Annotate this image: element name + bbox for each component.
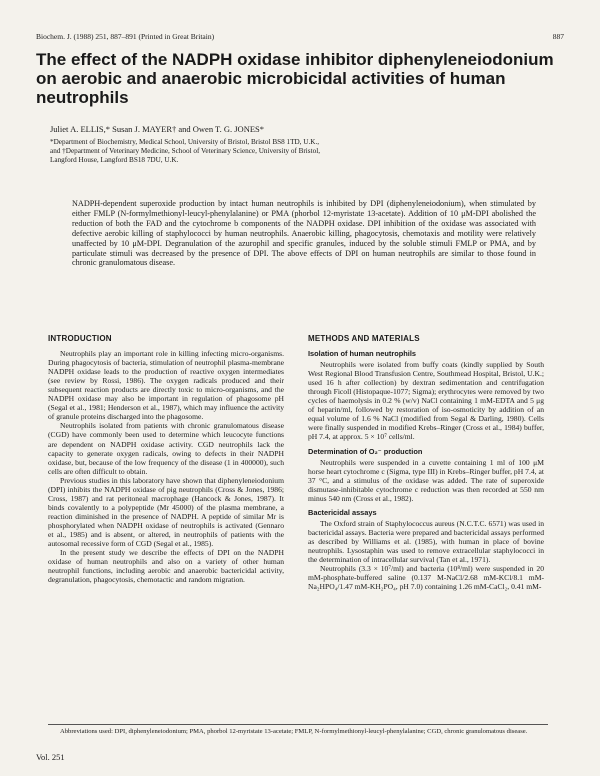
- article-title: The effect of the NADPH oxidase inhibitor diphenyleneiodonium on aerobic and anaerobic microbicidal activities of human neutrophils: [36, 50, 554, 107]
- subheading-isolation: Isolation of human neutrophils: [308, 349, 416, 359]
- methods-paragraph: Neutrophils were isolated from buffy coats (kindly supplied by South West Regional Blood Transfusion Centre, Southmead Hospital, Bristol, U.K.; used 16 h after collection) by dextran sedimentation and centrifugation through Ficoll (Histopaque-1077; Sigma); erythrocytes were removed by two cycles of haemolysis in 0.2 % (w/v) NaCl containing 1 mM-EDTA and 5 μg of heparin/ml, followed by restoration of iso-osmoticity by addition of an equal volume of 1.6 % NaCl (modified from Segal & Darling, 1980). Cells were finally suspended in modified Krebs–Ringer (Cross et al., 1984) buffer, pH 7.4, at approx. 5 × 10⁷ cells/ml.: [308, 360, 544, 442]
- affiliation-line: *Department of Biochemistry, Medical School, University of Bristol, Bristol BS8 1TD, U.K.,: [50, 138, 320, 146]
- subheading-bactericidal: Bactericidal assays: [308, 507, 377, 517]
- right-column: [308, 334, 544, 591]
- subheading-superoxide: Determination of O₂⁻ production: [308, 446, 423, 456]
- author-list: Juliet A. ELLIS,* Susan J. MAYER† and Owen T. G. JONES*: [50, 124, 264, 134]
- section-heading-methods: METHODS AND MATERIALS: [308, 334, 420, 343]
- footnote-divider: [48, 724, 548, 725]
- intro-paragraph: Neutrophils play an important role in killing infecting micro-organisms. During phagocytosis of bacteria, stimulation of neutrophil plasma-membrane NADPH oxidase leads to the production of reactive oxygen intermediates (see review by Rossi, 1986). The oxygen radicals produced and their subsequent reaction products are directly toxic to micro-organisms, and the NADPH oxidase may also be important in regulation of phagosome pH (Segal et al., 1981; Henderson et al., 1987), which may influence the activity of granule proteins discharged into the phagosome.: [48, 349, 284, 422]
- running-header: [36, 32, 564, 41]
- intro-paragraph: In the present study we describe the effects of DPI on the NADPH oxidase of human neutrophils and also on a variety of other human neutrophil functions, including aerobic and anaerobic bactericidal activity, degranulation, phagocytosis, chemotactic and random migration.: [48, 548, 284, 585]
- intro-paragraph: Neutrophils isolated from patients with chronic granulomatous disease (CGD) have commonly been used to determine which leucocyte functions are dependent on NADPH oxidase activity. CGD neutrophils lack the capacity to generate oxygen radicals, owing to defects in their NADPH oxidase, but, because of the low frequency of the disease (1 in 400000), such cells are often difficult to obtain.: [48, 421, 284, 476]
- abbreviations-footnote: Abbreviations used: DPI, diphenyleneiodonium; PMA, phorbol 12-myristate 13-acetate; FMLP, N-formylmethionyl-leucyl-phenylalanine; CGD, chronic granulomatous disease.: [60, 728, 528, 735]
- abstract: NADPH-dependent superoxide production by intact human neutrophils is inhibited by DPI (diphenyleneiodonium), when stimulated by either FMLP (N-formylmethionyl-leucyl-phenylalanine) or PMA (phorbol 12-myristate 13-acetate). Addition of 10 μM-DPI abolished the reduction of both the FAD and the cytochrome b components of the NADPH oxidase. DPI inhibition of the oxidase was associated with defective aerobic killing of staphylococci by human neutrophils. Anaerobic killing, phagocytosis, chemotaxis and motility were relatively unaffected by 10 μM-DPI. Degranulation of the azurophil and specific granules, induced by the soluble stimuli FMLP or PMA, and by particulate stimuli was decreased by the presence of DPI. The above effects of DPI on human neutrophils are similar to those found in chronic granulomatous disease.: [72, 199, 536, 268]
- affiliation-line: and †Department of Veterinary Medicine, School of Veterinary Science, University of Bristol,: [50, 147, 320, 155]
- journal-citation: Biochem. J. (1988) 251, 887–891 (Printed in Great Britain): [36, 32, 215, 41]
- affiliations: [50, 138, 550, 165]
- volume-number: Vol. 251: [36, 752, 65, 762]
- intro-paragraph: Previous studies in this laboratory have shown that diphenyleneiodonium (DPI) inhibits the NADPH oxidase of pig neutrophils (Cross & Jones, 1986; Cross, 1987) and rat peritoneal macrophage (Hancock & Jones, 1987). It binds covalently to a polypeptide (Mr 45000) of the plasma membrane, a reaction diminished in the presence of NADPH. A peptide of similar Mr is phosphorylated when NADPH oxidase of neutrophils is activated (Gennaro et al., 1985) and is absent, or altered, in neutrophils of patients with the autosomal recessive form of CGD (Segal et al., 1985).: [48, 475, 284, 549]
- methods-paragraph: Neutrophils were suspended in a cuvette containing 1 ml of 100 μM horse heart cytochrome c (Sigma, type III) in Krebs–Ringer buffer, pH 7.4, at 37 °C, and a stimulus of the oxidase was added. The rate of superoxide dismutase-inhibitable cytochrome c reduction was then recorded at 550 nm minus 540 nm (Cross et al., 1982).: [308, 457, 544, 503]
- page-number: 887: [552, 32, 564, 41]
- methods-paragraph: Neutrophils (3.3 × 10⁷/ml) and bacteria (10⁸/ml) were suspended in 20 mM-phosphate-buffered saline (0.137 M-NaCl/2.68 mM-KCl/8.1 mM-Na₂HPO₄/1.47 mM-KH₂PO₄, pH 7.0) containing 1.26 mM-CaCl₂, 0.41 mM-: [308, 564, 544, 592]
- affiliation-line: Langford House, Langford BS18 7DU, U.K.: [50, 156, 179, 164]
- methods-paragraph: The Oxford strain of Staphylococcus aureus (N.C.T.C. 6571) was used in bactericidal assays. Bacteria were prepared and bactericidal assays performed as described by Williams et al. (1985), with human in place of bovine neutrophils. Lysostaphin was used to remove extracellular staphylococci in the determination of intracellular survival (Tan et al., 1971).: [308, 518, 544, 565]
- section-heading-introduction: INTRODUCTION: [48, 334, 112, 343]
- left-column: [48, 334, 284, 584]
